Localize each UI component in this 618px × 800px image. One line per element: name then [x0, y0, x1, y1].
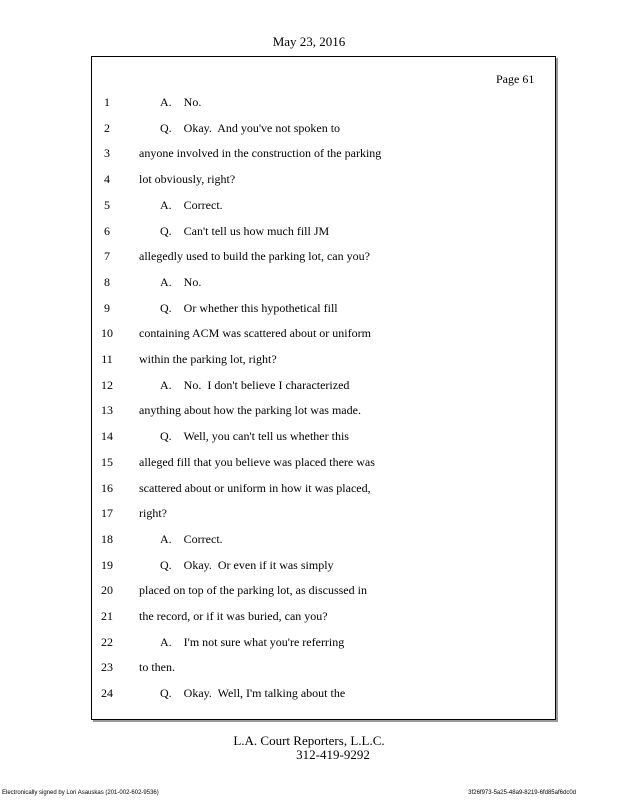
transcript-line [0, 532, 618, 546]
line-number: 5 [104, 197, 110, 212]
transcript-line [0, 609, 618, 623]
transcript-line [0, 326, 618, 340]
page-number: Page 61 [496, 72, 535, 86]
electronic-signature: Electronically signed by Lori Asauskas (201-002-602-9536) [2, 790, 159, 796]
line-text: Q. Okay. Well, I'm talking about the [160, 686, 346, 701]
line-number: 22 [101, 634, 113, 649]
line-number: 2 [104, 120, 110, 135]
line-number: 17 [101, 506, 113, 521]
line-text: placed on top of the parking lot, as discussed in [139, 583, 367, 598]
line-text: A. Correct. [160, 197, 223, 212]
line-text: anything about how the parking lot was made. [139, 403, 361, 418]
line-text: Q. Well, you can't tell us whether this [160, 429, 349, 444]
line-number: 4 [104, 172, 110, 187]
transcript-line [0, 224, 618, 238]
line-number: 19 [101, 557, 113, 572]
line-number: 1 [104, 95, 110, 109]
document-date: May 23, 2016 [272, 34, 346, 49]
transcript-line [0, 455, 618, 469]
line-text: to then. [139, 660, 175, 675]
court-reporter-phone: 312-419-9292 [296, 747, 370, 762]
footer [0, 734, 618, 762]
transcript-line [0, 275, 618, 289]
transcript-line [0, 172, 618, 186]
line-number: 14 [101, 429, 113, 444]
line-number: 12 [101, 377, 113, 392]
line-text: containing ACM was scattered about or uniform [139, 326, 371, 341]
transcript-line [0, 506, 618, 520]
line-number: 13 [101, 403, 113, 418]
document-hash: 3f26f973-5a25-48a9-8219-6fd85af6dc0d [468, 790, 576, 796]
transcript-line [0, 583, 618, 597]
line-text: A. No. I don't believe I characterized [160, 377, 350, 392]
line-number: 11 [101, 352, 113, 366]
transcript-line [0, 686, 618, 700]
line-number: 7 [104, 249, 110, 264]
line-number: 8 [104, 274, 110, 289]
line-text: allegedly used to build the parking lot, can you? [139, 249, 370, 264]
line-number: 23 [101, 660, 113, 675]
transcript-line [0, 660, 618, 674]
transcript-line [0, 378, 618, 392]
transcript-line [0, 403, 618, 417]
line-text: A. I'm not sure what you're referring [160, 634, 345, 649]
line-number: 24 [101, 686, 113, 701]
transcript-line [0, 429, 618, 443]
line-text: right? [139, 506, 167, 521]
line-text: A. No. [160, 274, 202, 289]
line-text: Q. Okay. Or even if it was simply [160, 557, 334, 572]
line-number: 15 [101, 454, 113, 469]
line-text: alleged fill that you believe was placed there was [139, 454, 375, 469]
line-text: the record, or if it was buried, can you? [139, 609, 328, 623]
transcript-line [0, 558, 618, 572]
line-text: anyone involved in the construction of the parking [139, 146, 382, 161]
line-text: Q. Or whether this hypothetical fill [160, 300, 338, 315]
line-number: 10 [101, 326, 113, 341]
transcript-line [0, 198, 618, 212]
transcript-line [0, 352, 618, 366]
court-reporter-name: L.A. Court Reporters, L.L.C. [233, 733, 385, 748]
transcript-line [0, 301, 618, 315]
line-text: A. No. [160, 95, 202, 109]
line-number: 20 [101, 583, 113, 598]
line-number: 6 [104, 223, 110, 238]
line-text: Q. Can't tell us how much fill JM [160, 223, 330, 238]
line-text: scattered about or uniform in how it was placed, [139, 480, 371, 495]
line-text: lot obviously, right? [139, 172, 236, 187]
line-number: 16 [101, 480, 113, 495]
line-text: Q. Okay. And you've not spoken to [160, 120, 341, 135]
line-number: 9 [104, 300, 110, 315]
line-number: 3 [104, 146, 110, 161]
transcript-line [0, 481, 618, 495]
transcript-line [0, 635, 618, 649]
line-text: within the parking lot, right? [139, 352, 277, 366]
transcript-line [0, 146, 618, 160]
transcript-line [0, 249, 618, 263]
line-text: A. Correct. [160, 531, 223, 546]
line-number: 18 [101, 531, 113, 546]
transcript-line [0, 95, 618, 109]
line-number: 21 [101, 609, 113, 623]
transcript-line [0, 121, 618, 135]
